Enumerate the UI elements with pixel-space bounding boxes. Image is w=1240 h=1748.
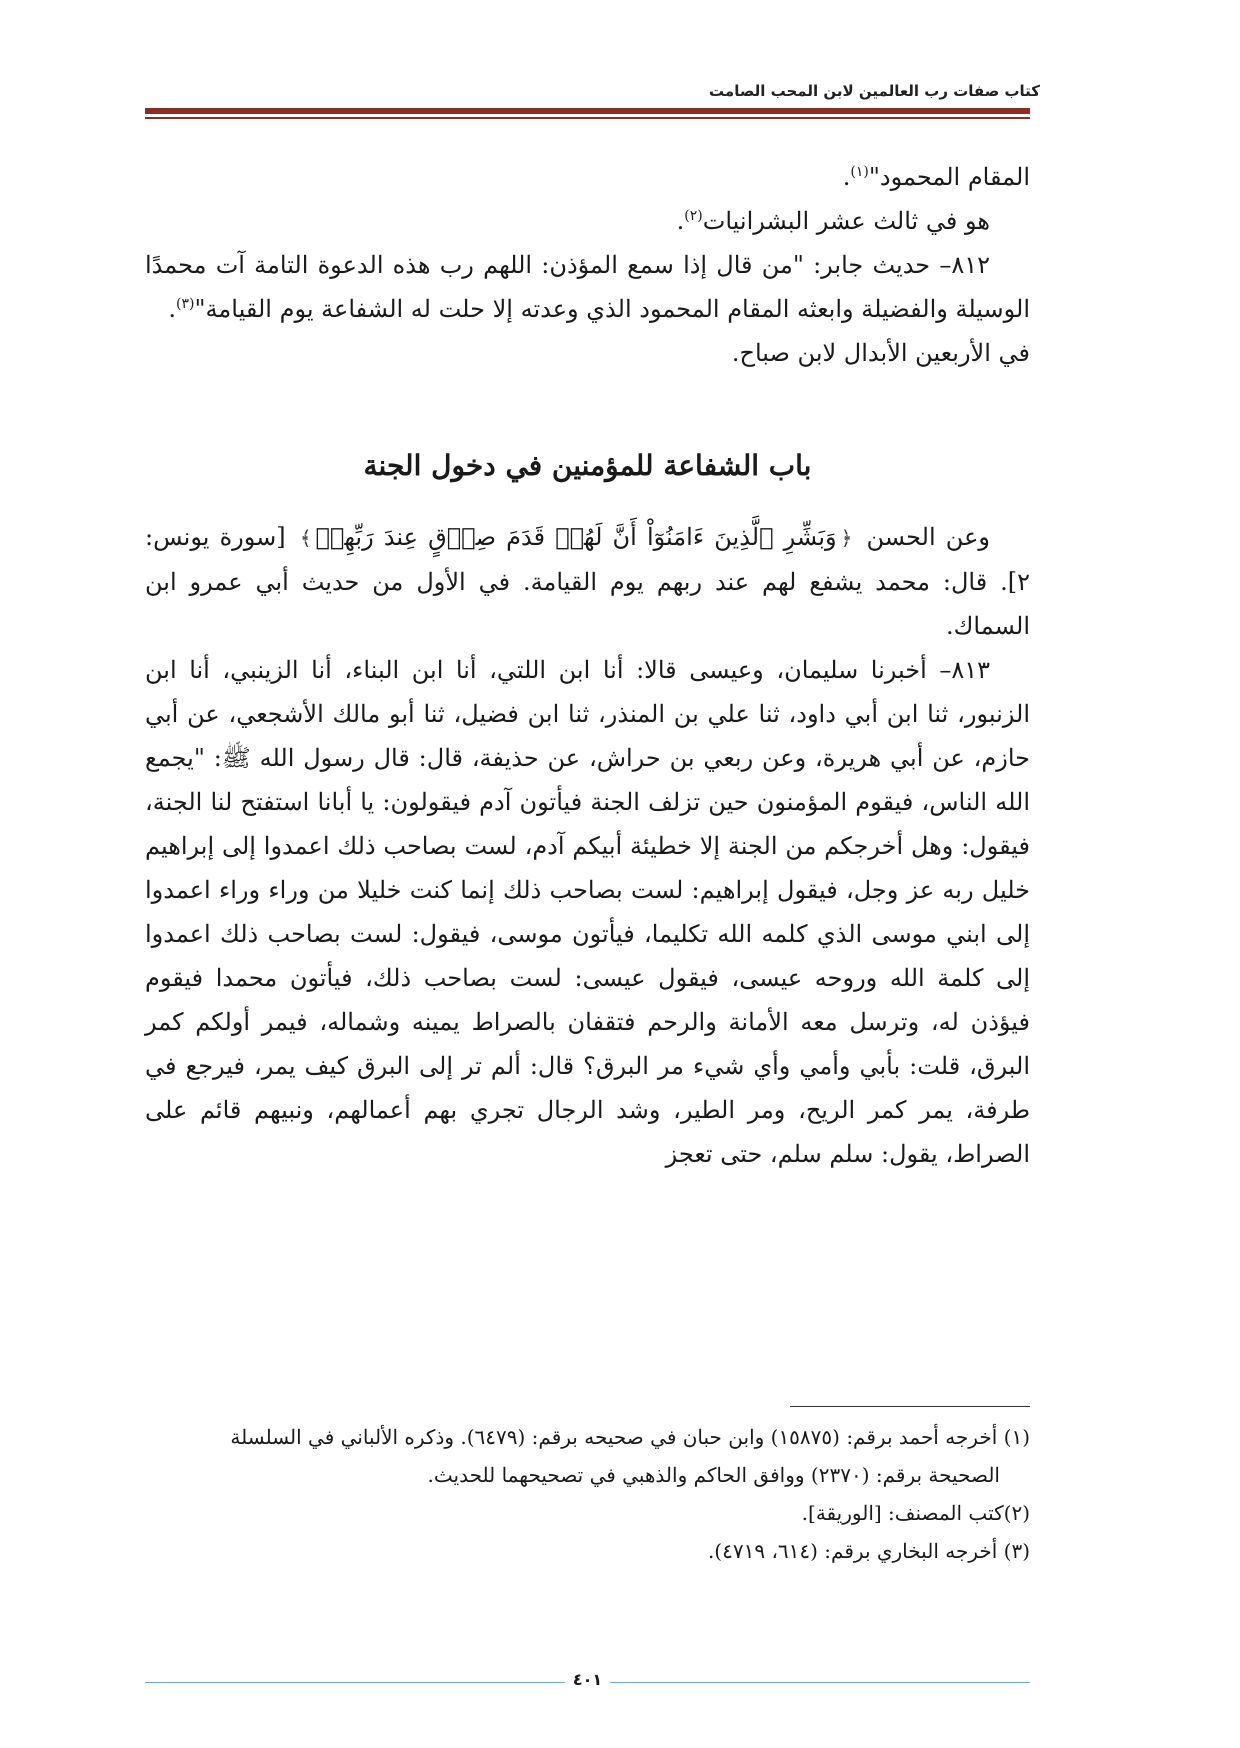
page-number: ٤٠١	[572, 1670, 603, 1689]
quran-open-bracket-icon: ﴿	[840, 526, 853, 550]
footnote-ref[interactable]: (٣)	[176, 296, 195, 312]
header-rule-thick	[145, 108, 1030, 114]
page-footer	[145, 1668, 1030, 1698]
footnote-ref[interactable]: (١)	[850, 164, 869, 180]
quran-verse: وَبَشِّرِ ٱلَّذِينَ ءَامَنُوٓاْ أَنَّ لَهُمۡ قَدَمَ صِدۡقٍ عِندَ رَبِّهِمۡ	[315, 523, 837, 551]
paragraph: في الأربعين الأبدال لابن صباح.	[731, 339, 1030, 367]
quran-close-bracket-icon: ﴾	[299, 526, 312, 550]
paragraph: وعن الحسن ﴿وَبَشِّرِ ٱلَّذِينَ ءَامَنُوٓاْ أَنَّ لَهُمۡ قَدَمَ صِدۡقٍ عِندَ رَبِّهِمۡ﴾ [سورة يونس: ٢]. قال: محمد يشفع لهم عند ربهم يوم القيامة. في الأول من حديث أبي عمرو ابن السماك.	[145, 523, 1030, 640]
main-text	[145, 155, 1030, 1176]
footnote: (٣) أخرجه البخاري برقم: (٦١٤، ٤٧١٩).	[707, 1539, 1030, 1563]
footnote-ref[interactable]: (٢)	[684, 208, 703, 224]
paragraph: ٨١٣– أخبرنا سليمان، وعيسى قالا: أنا ابن اللتي، أنا ابن البناء، أنا الزينبي، أنا ابن الزنبور، ثنا ابن أبي داود، ثنا علي بن المنذر، ثنا ابن فضيل، ثنا أبو مالك الأشجعي، عن أبي حازم، عن أبي هريرة، وعن ربعي بن حراش، عن حذيفة، قال: قال رسول الله ﷺ: "يجمع الله الناس، فيقوم المؤمنون حين تزلف الجنة فيأتون آدم فيقولون: يا أبانا استفتح لنا الجنة، فيقول: وهل أخرجكم من الجنة إلا خطيئة أبيكم آدم، لست بصاحب ذلك اعمدوا إلى إبراهيم خليل ربه عز وجل، فيقول إبراهيم: لست بصاحب ذلك إنما كنت خليلا من وراء وراء اعمدوا إلى ابني موسى الذي كلمه الله تكليما، فيأتون موسى، فيقول: لست بصاحب ذلك اعمدوا إلى كلمة الله وروحه عيسى، فيقول عيسى: لست بصاحب ذلك، فيأتون محمدا فيقوم فيؤذن له، وترسل معه الأمانة والرحم فتقفان بالصراط يمينه وشماله، فيمر أولكم كمر البرق، قلت: بأبي وأمي وأي شيء مر البرق؟ قال: ألم تر إلى البرق كيف يمر، فيرجع في طرفة، يمر كمر الريح، ومر الطير، وشد الرجال تجري بهم أعمالهم، ونبيهم قائم على الصراط، يقول: سلم سلم، حتى تعجز	[145, 656, 1030, 1168]
footnotes	[145, 1418, 1030, 1570]
section-title: باب الشفاعة للمؤمنين في دخول الجنة	[363, 449, 812, 482]
header-rule-thin	[145, 117, 1030, 119]
paragraph: المقام المحمود"$^{(١)}$.	[842, 163, 1030, 191]
footnote: (١) أخرجه أحمد برقم: (١٥٨٧٥) وابن حبان في صحيحه برقم: (٦٤٧٩). وذكره الألباني في السلسلة	[230, 1425, 1030, 1449]
paragraph: ٨١٢– حديث جابر: "من قال إذا سمع المؤذن: اللهم رب هذه الدعوة التامة آت محمدًا الوسيلة والفضيلة وابعثه المقام المحمود الذي وعدته إلا حلت له الشفاعة يوم القيامة"$^{(٣)}$.	[145, 251, 1030, 323]
footnote-continuation: الصحيحة برقم: (٢٣٧٠) ووافق الحاكم والذهبي في تصحيحهما للحديث.	[427, 1463, 1000, 1487]
footnote-separator	[790, 1406, 1030, 1407]
running-header-title: كتاب صفات رب العالمين لابن المحب الصامت	[709, 82, 1040, 100]
paragraph: هو في ثالث عشر البشرانيات$^{(٢)}$.	[676, 207, 990, 235]
footnote: (٢)كتب المصنف: [الوريقة].	[801, 1501, 1030, 1525]
